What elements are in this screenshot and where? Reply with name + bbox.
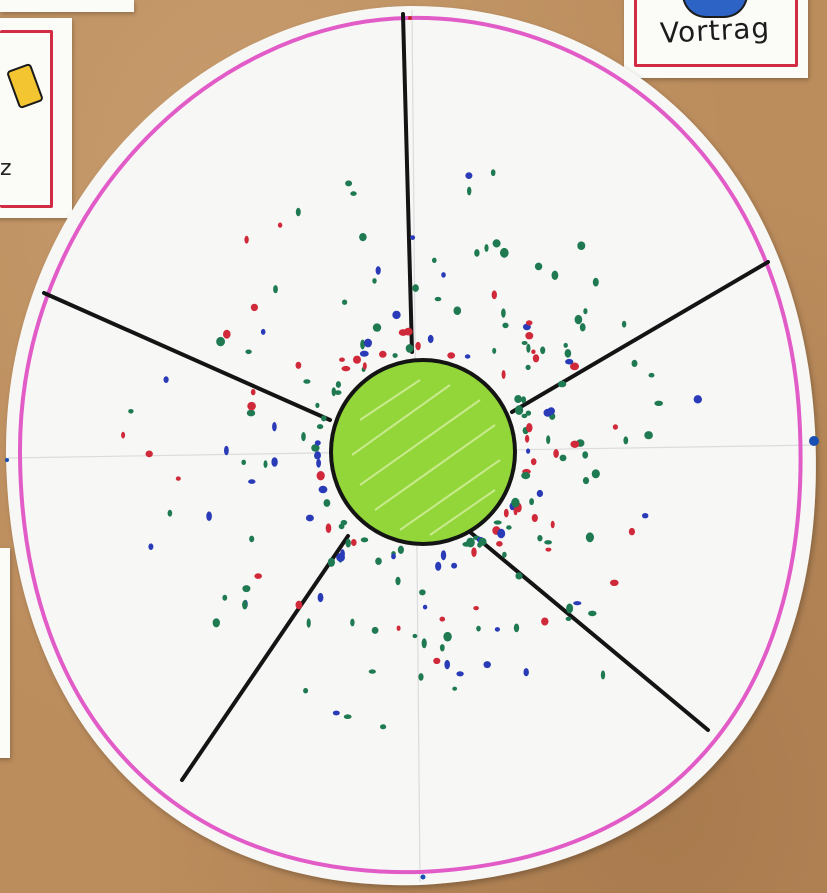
vote-dot xyxy=(500,248,509,258)
vote-dot xyxy=(452,687,457,691)
vote-dot xyxy=(380,724,386,729)
vote-dot xyxy=(303,688,308,694)
vote-dot xyxy=(336,553,345,562)
vote-dot xyxy=(613,424,618,429)
vote-dot xyxy=(474,249,479,257)
vote-dot xyxy=(332,387,336,396)
vote-dot xyxy=(432,258,437,263)
vote-dot xyxy=(531,458,537,465)
vote-dot xyxy=(586,532,594,542)
vote-dot xyxy=(526,320,533,325)
vote-dot xyxy=(467,187,471,196)
vote-dot xyxy=(642,513,648,518)
vote-dot xyxy=(296,362,302,369)
vote-dot xyxy=(321,415,327,421)
vote-dot xyxy=(317,471,325,480)
vote-dot xyxy=(360,351,369,357)
vote-dot xyxy=(447,352,455,358)
vote-dot xyxy=(249,536,254,543)
vote-dot xyxy=(493,239,501,247)
vote-dot xyxy=(315,440,321,445)
vote-dot xyxy=(164,376,169,383)
vote-dot xyxy=(251,304,258,311)
vote-dot xyxy=(339,524,345,530)
vote-dot xyxy=(515,572,522,579)
vote-dot xyxy=(502,552,507,558)
vote-dot xyxy=(610,580,619,586)
vote-dot xyxy=(278,223,282,228)
vote-dot xyxy=(465,354,471,358)
vote-dot xyxy=(558,381,566,388)
vote-dot xyxy=(296,208,301,217)
vote-dot xyxy=(391,554,396,560)
vote-dot xyxy=(376,266,381,275)
vote-dot xyxy=(350,619,354,627)
vote-dot xyxy=(345,180,352,186)
vote-dot xyxy=(694,395,702,403)
vote-dot xyxy=(251,389,256,395)
vote-dot xyxy=(441,550,446,560)
vote-dot xyxy=(361,537,368,542)
vote-dot xyxy=(244,236,248,244)
pin xyxy=(809,436,819,446)
vote-dot xyxy=(393,353,398,358)
vote-dot xyxy=(601,670,605,679)
vote-dot xyxy=(317,424,323,429)
vote-dot xyxy=(623,436,628,444)
vote-dot xyxy=(241,460,246,465)
vote-dot xyxy=(504,509,509,518)
vote-dot xyxy=(419,589,426,595)
pin xyxy=(421,875,426,880)
vote-dot xyxy=(406,344,414,353)
vote-dot xyxy=(410,235,415,240)
vote-dot xyxy=(412,284,419,292)
vote-dot xyxy=(495,627,500,632)
vote-dot xyxy=(506,525,512,529)
vote-dot xyxy=(314,451,321,459)
vote-dot xyxy=(242,600,247,609)
vote-dot xyxy=(245,350,251,355)
vote-dot xyxy=(511,498,519,508)
vote-dot xyxy=(373,323,381,331)
vote-dot xyxy=(545,548,551,552)
vote-dot xyxy=(444,660,450,669)
card-label-vortrag: Vortrag xyxy=(659,11,771,50)
vote-dot xyxy=(533,354,539,362)
vote-dot xyxy=(456,671,463,676)
vote-dot xyxy=(435,297,442,301)
vote-dot xyxy=(570,441,579,448)
vote-dot xyxy=(440,617,446,622)
vote-dot xyxy=(372,627,379,634)
vote-dot xyxy=(315,403,319,408)
vote-dot xyxy=(547,407,555,414)
vote-dot xyxy=(540,347,545,355)
vote-dot xyxy=(247,402,256,410)
vote-dot xyxy=(350,191,356,196)
vote-dot xyxy=(128,409,133,414)
vote-dot xyxy=(423,605,427,610)
vote-dot xyxy=(471,547,476,557)
vote-dot xyxy=(566,604,573,614)
vote-dot xyxy=(583,308,587,314)
vote-dot xyxy=(422,638,427,648)
vote-dot xyxy=(526,344,530,353)
vote-dot xyxy=(552,271,559,280)
vote-dot xyxy=(319,486,328,493)
vote-dot xyxy=(577,241,585,250)
vote-dot xyxy=(176,476,181,480)
vote-dot xyxy=(544,540,552,544)
vote-dot xyxy=(514,624,519,633)
vote-dot xyxy=(242,585,250,592)
vote-dot xyxy=(526,423,532,432)
vote-dot xyxy=(479,538,487,546)
vote-dot xyxy=(492,290,497,299)
vote-dot xyxy=(484,244,488,252)
vote-dot xyxy=(535,263,542,271)
vote-dot xyxy=(451,563,457,569)
vote-dot xyxy=(216,337,225,346)
vote-dot xyxy=(146,451,153,458)
vote-dot xyxy=(632,360,638,367)
vote-dot xyxy=(496,541,503,547)
vote-dot xyxy=(592,469,600,478)
vote-dot xyxy=(395,577,400,585)
vote-dot xyxy=(551,521,555,528)
vote-dot xyxy=(476,626,481,632)
vote-dot xyxy=(443,632,451,642)
vote-dot xyxy=(168,510,173,517)
vote-dot xyxy=(363,362,367,369)
vote-dot xyxy=(264,460,268,468)
vote-dot xyxy=(433,658,440,664)
vote-dot xyxy=(573,601,581,605)
vote-dot xyxy=(372,278,376,284)
vote-dot xyxy=(531,350,535,355)
vote-dot xyxy=(344,714,352,719)
vote-dot xyxy=(121,432,125,439)
vote-dot xyxy=(296,601,303,610)
vote-dot xyxy=(261,329,266,335)
vote-dot xyxy=(492,348,496,354)
vote-dot xyxy=(398,546,404,554)
vote-dot xyxy=(566,617,572,621)
vote-dot xyxy=(565,349,572,358)
vote-dot xyxy=(351,539,357,546)
vote-dot xyxy=(521,472,530,479)
vote-dot xyxy=(318,593,324,602)
vote-dot xyxy=(514,395,522,403)
pin xyxy=(408,16,412,20)
vote-dot xyxy=(333,711,340,716)
vote-dot xyxy=(560,455,567,462)
vote-dot xyxy=(440,644,445,651)
vote-dot xyxy=(339,358,345,362)
vote-dot xyxy=(301,432,306,441)
vote-dot xyxy=(497,529,505,539)
vote-dot xyxy=(397,626,401,631)
vote-dot xyxy=(454,306,462,315)
vote-dot xyxy=(399,329,408,336)
vote-dot xyxy=(224,446,229,455)
vote-dot xyxy=(428,335,434,343)
vote-dot xyxy=(206,511,212,521)
vote-dot xyxy=(526,411,531,416)
vote-dot xyxy=(537,535,542,541)
vote-dot xyxy=(588,611,596,617)
vote-dot xyxy=(392,311,400,319)
vote-dot xyxy=(247,410,255,417)
vote-dot xyxy=(537,490,543,497)
vote-dot xyxy=(353,356,361,364)
vote-dot xyxy=(484,661,491,668)
vote-dot xyxy=(415,342,420,351)
vote-dot xyxy=(346,539,351,548)
vote-dot xyxy=(582,451,588,458)
vote-dot xyxy=(248,479,255,484)
card-letter: z xyxy=(0,156,12,181)
vote-dot xyxy=(222,595,227,601)
vote-dot xyxy=(272,422,277,431)
vote-dot xyxy=(502,323,508,329)
vote-dot xyxy=(580,323,586,331)
vote-dot xyxy=(307,618,311,627)
vote-dot xyxy=(494,520,502,524)
vote-dot xyxy=(522,341,528,345)
vote-dot xyxy=(525,332,533,339)
vote-dot xyxy=(502,370,506,379)
vote-dot xyxy=(342,366,351,371)
vote-dot xyxy=(324,499,331,507)
vote-dot xyxy=(583,477,589,484)
vote-dot xyxy=(529,498,534,505)
vote-dot xyxy=(532,514,538,522)
vote-dot xyxy=(501,308,506,317)
vote-dot xyxy=(336,381,341,388)
vote-dot xyxy=(441,272,446,278)
vote-dot xyxy=(654,401,663,406)
vote-dot xyxy=(213,618,220,627)
vote-dot xyxy=(514,507,518,515)
vote-dot xyxy=(254,573,262,579)
vote-dot xyxy=(418,673,423,681)
vote-dot xyxy=(271,457,277,467)
vote-dot xyxy=(644,431,653,439)
vote-dot xyxy=(575,315,583,324)
center-circle xyxy=(331,360,515,544)
vote-dot xyxy=(593,278,599,287)
vote-dot xyxy=(524,668,529,676)
vote-dot xyxy=(223,330,231,339)
vote-dot xyxy=(521,396,526,403)
vote-dot xyxy=(379,351,387,358)
vote-dot xyxy=(375,558,382,565)
vote-dot xyxy=(553,449,559,458)
vote-dot xyxy=(148,543,153,550)
vote-dot xyxy=(342,300,347,305)
vote-dot xyxy=(565,359,573,365)
vote-dot xyxy=(564,343,568,348)
vote-dot xyxy=(369,669,376,673)
vote-dot xyxy=(473,606,479,610)
vote-dot xyxy=(316,459,321,468)
vote-dot xyxy=(326,523,332,533)
vote-dot xyxy=(622,321,626,328)
vote-dot xyxy=(359,233,367,241)
vote-dot xyxy=(364,339,372,348)
vote-dot xyxy=(273,285,278,293)
vote-dot xyxy=(465,172,472,179)
vote-dot xyxy=(541,618,548,626)
vote-dot xyxy=(413,634,418,638)
vote-dot xyxy=(491,169,496,176)
vote-dot xyxy=(526,365,531,370)
vote-dot xyxy=(546,435,550,444)
vote-dot xyxy=(462,542,470,547)
vote-dot xyxy=(303,379,310,384)
vote-dot xyxy=(629,528,635,535)
pin xyxy=(5,458,9,462)
vote-dot xyxy=(515,405,523,415)
vote-dot xyxy=(526,448,530,453)
vote-dot xyxy=(306,515,314,522)
vote-dot xyxy=(525,435,529,443)
vote-dot xyxy=(435,562,441,571)
vote-dot xyxy=(328,558,335,567)
vote-dot xyxy=(649,373,655,378)
